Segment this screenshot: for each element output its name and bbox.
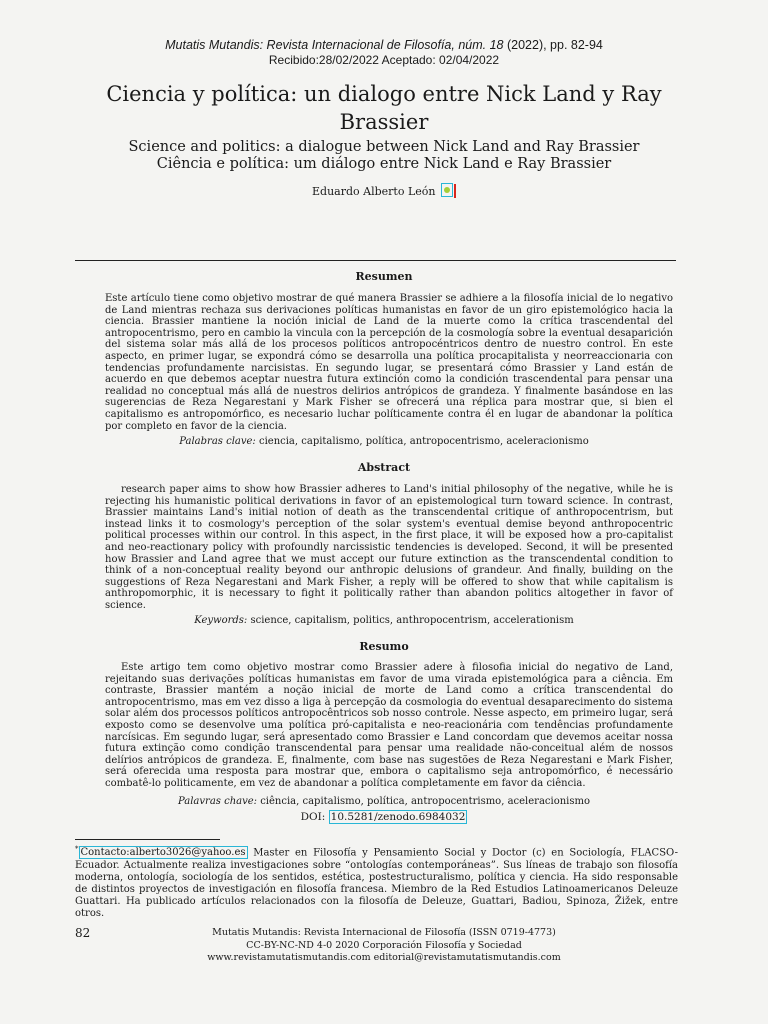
page-number: 82	[75, 926, 91, 940]
keywords-list: ciencia, capitalismo, política, antropocentrismo, aceleracionismo	[255, 436, 589, 447]
doi-link[interactable]: 10.5281/zenodo.6984032	[330, 811, 466, 823]
resumen-body: Este artículo tiene como objetivo mostrar de qué manera Brassier se adhiere a la filosofía inicial de lo negativo de Land mientras rechaza sus derivaciones políticas humanistas en favor de un giro epistemológico hacia la ciencia. Brassier mantiene la noción inicial de Land de la muerte como la crítica trascendental del antropocentrismo, pero en cambio la vincula con la percepción de la cosmología sobre la eventual desaparición del sistema solar más allá de los procesos políticos antropocéntricos dentro de nuestro control. En este aspecto, en primer lugar, se expondrá cómo se desarrolla una política procapitalista y neorreaccionaria con tendencias profundamente narcisistas. En segundo lugar, se presentará cómo Brassier y Land están de acuerdo en que debemos aceptar nuestra futura extinción como la condición trascendental para pensar una realidad no conceptual más allá de nuestros delirios antrópicos de grandeza. Y finalmente basándose en las sugerencias de Reza Negarestani y Mark Fisher se ofrecerá una réplica para mostrar que, si bien el capitalismo es antropomórfico, es necesario luchar políticamente contra él en lugar de abandonar la política por completo en favor de la ciencia.	[105, 293, 673, 432]
author-footnote	[75, 843, 678, 921]
keywords-label: Keywords:	[194, 615, 248, 626]
article-title: Ciencia y política: un dialogo entre Nick Land y Ray Brassier	[106, 82, 662, 134]
footnote-divider	[75, 839, 220, 840]
page-footer	[0, 927, 768, 965]
subtitle-english: Science and politics: a dialogue between Nick Land and Ray Brassier	[128, 139, 640, 155]
resumen-keywords	[0, 436, 768, 447]
abstract-keywords	[0, 615, 768, 626]
received-accepted-dates: Recibido:28/02/2022 Aceptado: 02/04/2022	[268, 53, 500, 67]
resumo-heading: Resumo	[359, 640, 409, 653]
header-divider	[75, 260, 676, 261]
resumo-body: Este artigo tem como objetivo mostrar como Brassier adere à filosofia inicial do negativo de Land, rejeitando suas derivações políticas humanistas em favor de uma virada epistemológica para a ciência. Em contraste, Brassier mantém a noção inicial de morte de Land como a crítica transcendental do antropocentrismo, mas em vez disso a liga à percepção da cosmologia do eventual desaparecimento do sistema solar além dos processos políticos antropocêntricos sob nosso controle. Nesse aspecto, em primeiro lugar, será exposto como se desenvolve uma política pró-capitalista e neo-reacionária com tendências profundamente narcísicas. Em segundo lugar, será apresentado como Brassier e Land concordam que devemos aceitar nossa futura extinção como condição transcendental para pensar uma realidade não-conceitual além de nossos delírios antrópicos de grandeza. E, finalmente, com base nas sugestões de Reza Negarestani e Mark Fisher, será oferecida uma resposta para mostrar que, embora o capitalismo seja antropomórfico, é necessário combatê-lo politicamente, em vez de abandonar a política completamente em favor da ciência.	[105, 662, 673, 789]
keywords-list: science, capitalism, politics, anthropocentrism, accelerationism	[247, 615, 574, 626]
abstract-heading: Abstract	[357, 461, 411, 474]
footnote-marker: *	[75, 845, 79, 853]
author-name: Eduardo Alberto León	[312, 185, 436, 198]
journal-citation-italic: Mutatis Mutandis: Revista Internacional de Filosofía, núm. 18	[165, 38, 504, 52]
orcid-icon[interactable]	[441, 183, 453, 197]
footnote-text: Master en Filosofía y Pensamiento Social y Doctor (c) en Sociología, FLACSO-Ecuador. Actualmente realiza investigaciones sobre “ontologías contemporáneas”. Sus líneas de trabajo son filosofía moderna, ontología, sociología de los sentidos, estética, postestructuralismo, política y ciencia. Ha sido responsable de distintos proyectos de investigación en filosofía francesa. Miembro de la Red Estudios Latinoamericanos Deleuze Guattari. Ha publicado artículos relacionados con la filosofía de Deleuze, Guattari, Badiou, Spinoza, Žižek, entre otros.	[75, 847, 678, 920]
keywords-label: Palavras chave:	[177, 796, 258, 807]
keywords-list: ciência, capitalismo, política, antropocentrismo, aceleracionismo	[257, 796, 590, 807]
abstract-body: research paper aims to show how Brassier adheres to Land's initial philosophy of the negative, while he is rejecting his humanistic political derivations in favor of an epistemological turn toward science. In contrast, Brassier maintains Land's initial notion of death as the transcendental critique of anthropocentrism, but instead links it to cosmology's perception of the solar system's eventual demise beyond anthropocentric political processes within our control. In this aspect, in the first place, it will be exposed how a pro-capitalist and neo-reactionary policy with profoundly narcissistic tendencies is developed. Second, it will be presented how Brassier and Land agree that we must accept our future extinction as the transcendental condition to think of a non-conceptual reality beyond our anthropic delusions of grandeur. And finally, building on the suggestions of Reza Negarestani and Mark Fisher, a reply will be offered to show that while capitalism is anthropomorphic, it is necessary to fight it politically rather than abandon politics altogether in favor of science.	[105, 484, 673, 611]
footer-website: www.revistamutatismutandis.com editorial@revistamutatismutandis.com	[207, 952, 561, 963]
contact-email-link[interactable]: Contacto:alberto3026@yahoo.es	[80, 847, 246, 859]
footnote-marker-icon	[454, 184, 456, 198]
footer-license: CC-BY-NC-ND 4-0 2020 Corporación Filosofía y Sociedad	[246, 939, 522, 951]
journal-citation-pages: (2022), pp. 82-94	[503, 38, 603, 52]
author-line	[0, 183, 768, 198]
resumo-keywords	[0, 796, 768, 807]
journal-citation	[0, 38, 768, 52]
subtitle-portuguese: Ciência e política: um diálogo entre Nick Land e Ray Brassier	[156, 156, 612, 172]
keywords-label: Palabras clave:	[179, 436, 256, 447]
translated-titles	[60, 139, 708, 173]
doi-label: DOI:	[300, 811, 329, 823]
footer-journal: Mutatis Mutandis: Revista Internacional de Filosofía (ISSN 0719-4773)	[212, 927, 556, 938]
resumen-heading: Resumen	[355, 270, 413, 283]
doi-line	[0, 811, 768, 823]
